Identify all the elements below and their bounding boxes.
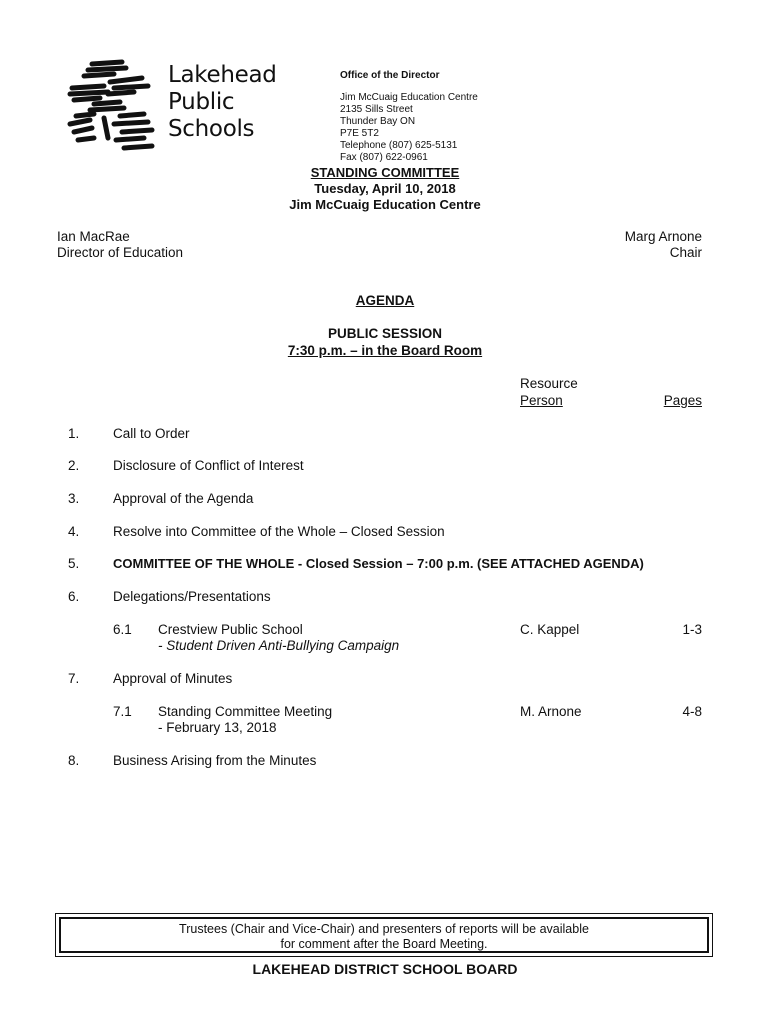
agenda-item: Disclosure of Conflict of Interest [113, 458, 304, 473]
item-number: 1. [68, 426, 80, 441]
page-range: 4-8 [682, 704, 702, 719]
agenda-item: Call to Order [113, 426, 190, 441]
subitem-title: Crestview Public School [158, 622, 303, 637]
address-line3 [340, 140, 478, 164]
street: 2135 Sills Street [340, 104, 413, 115]
agenda-item: Resolve into Committee of the Whole – Closed Session [113, 524, 445, 539]
meeting-location: Jim McCuaig Education Centre [289, 197, 481, 212]
meeting-title: STANDING COMMITTEE [310, 165, 460, 180]
fax: Fax (807) 622-0961 [340, 152, 428, 163]
notice-box [55, 913, 713, 957]
logo-line-1: Lakehead [168, 62, 277, 88]
agenda-item: Business Arising from the Minutes [113, 753, 317, 768]
session-heading: PUBLIC SESSION [327, 326, 443, 341]
column-person-label: Person [520, 393, 563, 408]
page-range: 1-3 [682, 622, 702, 637]
address-line1: Jim McCuaig Education Centre [340, 92, 478, 103]
office-address-block [340, 70, 478, 164]
logo-line-3: Schools [168, 116, 255, 142]
column-resource-label: Resource [520, 376, 578, 391]
resource-person: M. Arnone [520, 704, 582, 719]
subitem-number: 7.1 [113, 704, 132, 719]
column-pages-label: Pages [663, 393, 702, 408]
item-number: 5. [68, 556, 80, 571]
notice-line1: Trustees (Chair and Vice-Chair) and presenters of reports will be available [179, 922, 589, 936]
notice-line2: for comment after the Board Meeting. [280, 937, 488, 951]
telephone: Telephone (807) 625-5131 [340, 140, 458, 151]
subitem-number: 6.1 [113, 622, 132, 637]
subitem-detail: - Student Driven Anti-Bullying Campaign [158, 638, 400, 653]
notice-inner [59, 917, 709, 953]
agenda-heading: AGENDA [355, 293, 415, 308]
agenda-item: Approval of the Agenda [113, 491, 254, 506]
logo-wordmark [168, 62, 277, 143]
item-number: 3. [68, 491, 80, 506]
director-role: Director of Education [57, 245, 184, 260]
item-number: 8. [68, 753, 80, 768]
chair-role: Chair [669, 245, 702, 260]
logo-line-2: Public [168, 89, 235, 115]
chair-name: Marg Arnone [624, 229, 702, 244]
city: Thunder Bay ON [340, 116, 416, 127]
agenda-item: Approval of Minutes [113, 671, 233, 686]
resource-person: C. Kappel [520, 622, 580, 637]
subitem-detail: - February 13, 2018 [158, 720, 277, 735]
item-number: 4. [68, 524, 80, 539]
agenda-item-closed-session: COMMITTEE OF THE WHOLE - Closed Session – 7:00 p.m. (SEE ATTACHED AGENDA) [113, 556, 644, 571]
agenda-item: Delegations/Presentations [113, 589, 271, 604]
session-time: 7:30 p.m. – in the Board Room [287, 343, 483, 358]
address-line2 [340, 104, 478, 140]
item-number: 7. [68, 671, 80, 686]
office-heading: Office of the Director [340, 70, 440, 81]
board-footer: LAKEHEAD DISTRICT SCHOOL BOARD [252, 961, 518, 977]
postal-code: P7E 5T2 [340, 128, 379, 139]
item-number: 6. [68, 589, 80, 604]
meeting-date: Tuesday, April 10, 2018 [314, 181, 456, 196]
director-name: Ian MacRae [57, 229, 130, 244]
lakehead-logo-icon [64, 58, 164, 158]
item-number: 2. [68, 458, 80, 473]
subitem-title: Standing Committee Meeting [158, 704, 333, 719]
meeting-title-block [0, 165, 770, 213]
